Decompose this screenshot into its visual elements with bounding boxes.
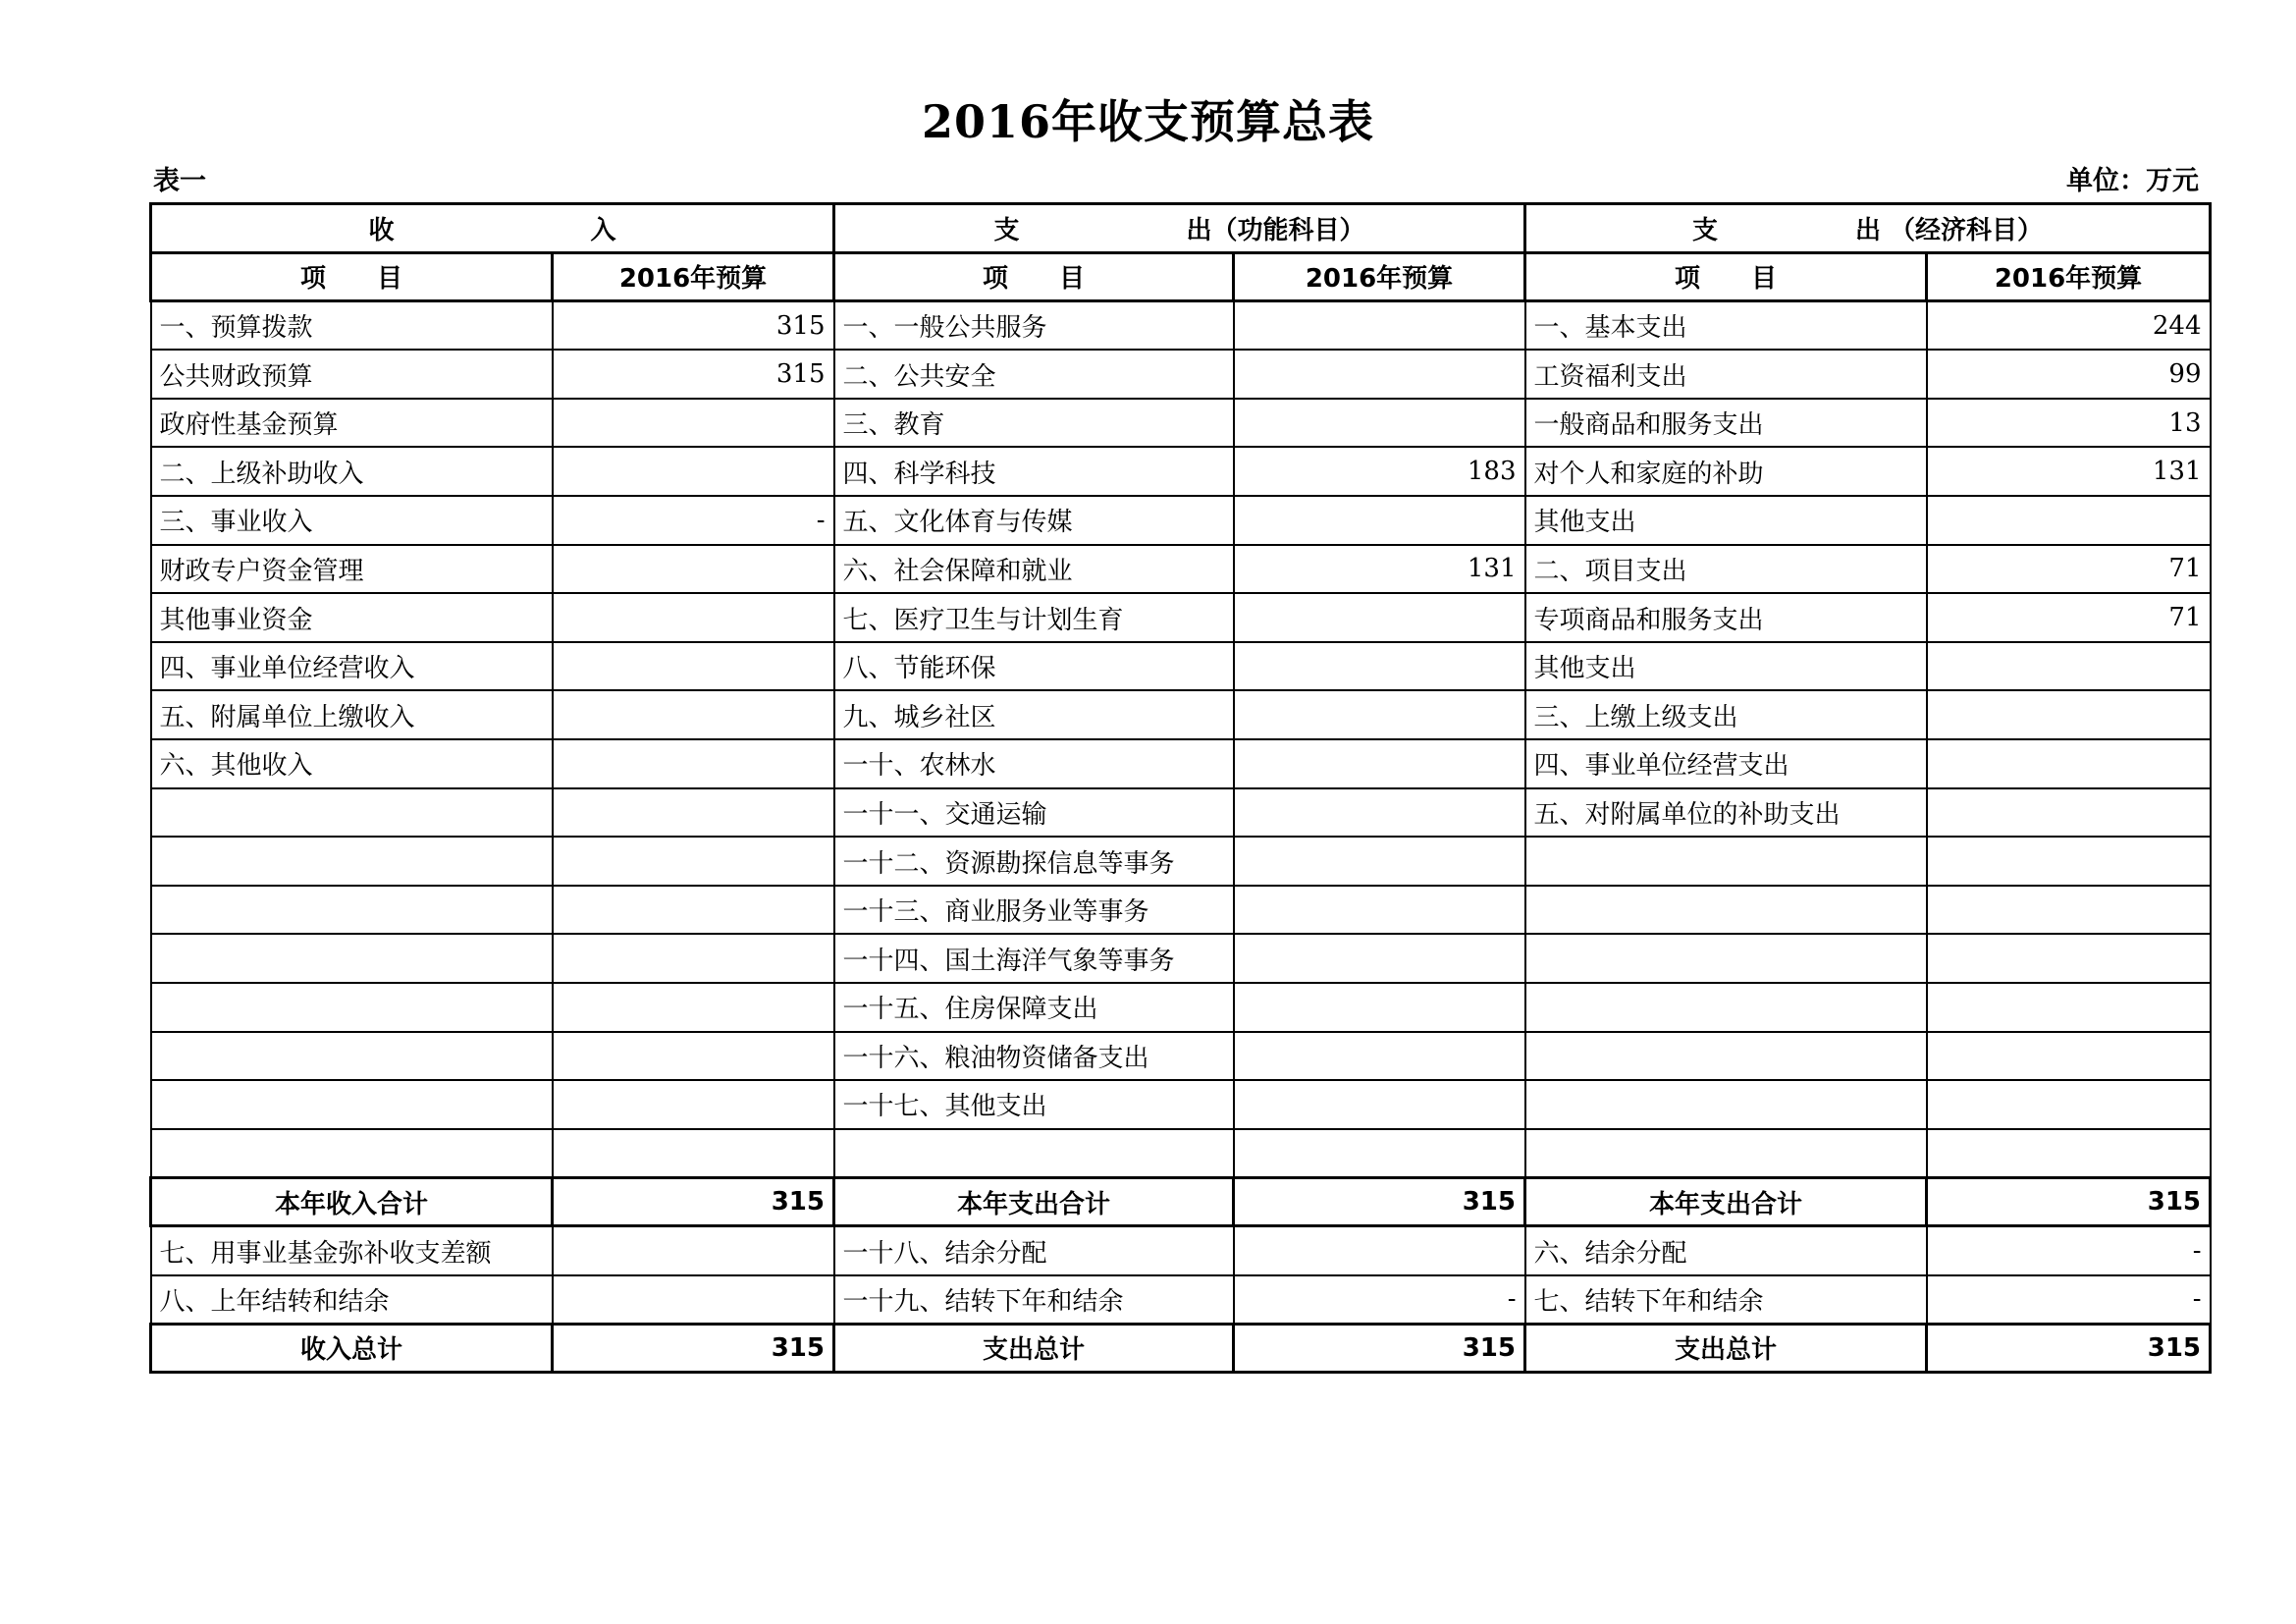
table-row [151,496,2211,545]
func-item-cell: 一、一般公共服务 [834,301,1234,351]
econ-value-cell: - [1927,1226,2211,1275]
func-header-rest: 出（功能科目） [1186,215,1365,245]
unit-label: 单位：万元 [2066,166,2199,196]
func-item-cell: 九、城乡社区 [834,690,1234,739]
econ-value-cell [1927,690,2211,739]
table-row [151,934,2211,983]
income-item-cell: 八、上年结转和结余 [151,1275,553,1325]
econ-item-cell: 四、事业单位经营支出 [1525,739,1927,788]
econ-item-cell: 专项商品和服务支出 [1525,593,1927,642]
income-item-cell: 财政专户资金管理 [151,545,553,594]
func-item-cell: 七、医疗卫生与计划生育 [834,593,1234,642]
econ-item-cell: 五、对附属单位的补助支出 [1525,788,1927,838]
income-value-cell [553,1080,834,1129]
table-row [151,301,2211,351]
table-row [151,350,2211,399]
econ-item-cell: 二、项目支出 [1525,545,1927,594]
econ-value-cell [1927,788,2211,838]
func-item-cell: 一十五、住房保障支出 [834,983,1234,1032]
income-total-value: 315 [553,1177,834,1226]
econ-value-cell: 13 [1927,399,2211,448]
income-item-cell: 二、上级补助收入 [151,447,553,496]
table-row [151,1275,2211,1325]
econ-value-cell: 244 [1927,301,2211,351]
econ-value-cell [1927,1032,2211,1081]
table-row [151,1080,2211,1129]
econ-value-cell [1927,886,2211,935]
econ-value-cell: 71 [1927,545,2211,594]
func-item-cell: 一十九、结转下年和结余 [834,1275,1234,1325]
func-expense-section-header [834,204,1525,253]
income-item-cell: 公共财政预算 [151,350,553,399]
income-value-cell [553,934,834,983]
func-value-cell [1234,496,1525,545]
table-label: 表一 [153,166,206,196]
econ-value-cell [1927,934,2211,983]
table-row [151,788,2211,838]
econ-item-cell [1525,983,1927,1032]
income-header-char1: 收 [368,215,395,245]
table-row [151,1032,2211,1081]
func-item-cell: 一十七、其他支出 [834,1080,1234,1129]
income-total-label: 收入总计 [151,1324,553,1373]
econ-item-cell [1525,1080,1927,1129]
page-title: 2016年收支预算总表 [921,95,1375,148]
table-row [151,593,2211,642]
func-value-cell: 183 [1234,447,1525,496]
econ-value-cell [1927,642,2211,691]
income-value-cell [553,1226,834,1275]
func-value-cell [1234,1032,1525,1081]
econ-item-cell: 一般商品和服务支出 [1525,399,1927,448]
func-item-cell: 一十四、国土海洋气象等事务 [834,934,1234,983]
income-item-cell [151,788,553,838]
econ-item-cell: 其他支出 [1525,642,1927,691]
func-value-cell [1234,983,1525,1032]
func-item-cell: 三、教育 [834,399,1234,448]
econ-item-header: 项 目 [1525,252,1927,301]
income-value-cell [553,642,834,691]
econ-item-cell [1525,1129,1927,1178]
income-item-cell: 七、用事业基金弥补收支差额 [151,1226,553,1275]
econ-total-value: 315 [1927,1177,2211,1226]
econ-total-label: 支出总计 [1525,1324,1927,1373]
func-item-cell: 一十一、交通运输 [834,788,1234,838]
econ-value-cell: 131 [1927,447,2211,496]
income-value-cell [553,545,834,594]
econ-item-cell: 对个人和家庭的补助 [1525,447,1927,496]
econ-budget-header: 2016年预算 [1927,252,2211,301]
econ-header-rest: 出 （经济科目） [1854,215,2044,245]
econ-value-cell [1927,983,2211,1032]
income-item-cell [151,837,553,886]
income-item-cell [151,1080,553,1129]
income-value-cell [553,788,834,838]
income-item-header: 项 目 [151,252,553,301]
func-value-cell [1234,739,1525,788]
func-value-cell [1234,1129,1525,1178]
income-item-cell: 其他事业资金 [151,593,553,642]
income-item-cell: 四、事业单位经营收入 [151,642,553,691]
func-item-cell: 六、社会保障和就业 [834,545,1234,594]
func-value-cell [1234,1226,1525,1275]
column-header-row [151,252,2211,301]
income-value-cell [553,1032,834,1081]
func-value-cell [1234,1080,1525,1129]
income-value-cell [553,983,834,1032]
income-item-cell [151,886,553,935]
func-item-cell: 二、公共安全 [834,350,1234,399]
econ-item-cell: 工资福利支出 [1525,350,1927,399]
table-row [151,739,2211,788]
func-total-label: 本年支出合计 [834,1177,1234,1226]
econ-item-cell [1525,886,1927,935]
table-row [151,837,2211,886]
econ-item-cell: 一、基本支出 [1525,301,1927,351]
func-header-char1: 支 [993,215,1020,245]
income-value-cell [553,1129,834,1178]
econ-header-char1: 支 [1691,215,1718,245]
econ-value-cell [1927,739,2211,788]
func-value-cell [1234,690,1525,739]
econ-item-cell: 其他支出 [1525,496,1927,545]
func-item-cell [834,1129,1234,1178]
func-value-cell [1234,301,1525,351]
func-value-cell [1234,837,1525,886]
func-item-cell: 一十、农林水 [834,739,1234,788]
econ-value-cell: - [1927,1275,2211,1325]
income-item-cell: 政府性基金预算 [151,399,553,448]
econ-value-cell [1927,1129,2211,1178]
income-item-cell [151,934,553,983]
income-item-cell: 六、其他收入 [151,739,553,788]
func-item-cell: 一十六、粮油物资储备支出 [834,1032,1234,1081]
func-value-cell [1234,886,1525,935]
table-row [151,447,2211,496]
income-item-cell: 一、预算拨款 [151,301,553,351]
income-value-cell [553,399,834,448]
func-total-value: 315 [1234,1177,1525,1226]
income-item-cell: 三、事业收入 [151,496,553,545]
func-value-cell: 131 [1234,545,1525,594]
income-item-cell [151,1032,553,1081]
income-value-cell: - [553,496,834,545]
table-row [151,690,2211,739]
income-header-char2: 入 [590,215,616,245]
econ-value-cell [1927,1080,2211,1129]
func-value-cell: - [1234,1275,1525,1325]
income-item-cell [151,1129,553,1178]
table-row [151,399,2211,448]
income-value-cell: 315 [553,301,834,351]
func-item-cell: 五、文化体育与传媒 [834,496,1234,545]
func-value-cell [1234,593,1525,642]
econ-value-cell: 71 [1927,593,2211,642]
func-value-cell [1234,399,1525,448]
econ-item-cell [1525,934,1927,983]
table-row [151,1129,2211,1178]
income-item-cell [151,983,553,1032]
econ-value-cell [1927,496,2211,545]
func-total-value: 315 [1234,1324,1525,1373]
income-value-cell [553,593,834,642]
table-row [151,1226,2211,1275]
econ-value-cell [1927,837,2211,886]
econ-item-cell [1525,1032,1927,1081]
func-value-cell [1234,934,1525,983]
func-value-cell [1234,350,1525,399]
table-row [151,642,2211,691]
table-row [151,886,2211,935]
grand-total-row [151,1324,2211,1373]
func-item-cell: 八、节能环保 [834,642,1234,691]
income-value-cell [553,447,834,496]
econ-total-value: 315 [1927,1324,2211,1373]
func-item-cell: 一十八、结余分配 [834,1226,1234,1275]
econ-expense-section-header [1525,204,2211,253]
func-total-label: 支出总计 [834,1324,1234,1373]
econ-item-cell [1525,837,1927,886]
income-section-header [151,204,834,253]
func-value-cell [1234,788,1525,838]
income-budget-header: 2016年预算 [553,252,834,301]
func-item-cell: 一十三、商业服务业等事务 [834,886,1234,935]
section-header-row [151,204,2211,253]
econ-item-cell: 七、结转下年和结余 [1525,1275,1927,1325]
econ-item-cell: 六、结余分配 [1525,1226,1927,1275]
income-value-cell [553,1275,834,1325]
func-item-cell: 四、科学科技 [834,447,1234,496]
econ-value-cell: 99 [1927,350,2211,399]
func-value-cell [1234,642,1525,691]
econ-item-cell: 三、上缴上级支出 [1525,690,1927,739]
income-total-label: 本年收入合计 [151,1177,553,1226]
econ-total-label: 本年支出合计 [1525,1177,1927,1226]
income-value-cell: 315 [553,350,834,399]
budget-table [149,202,2212,1374]
func-budget-header: 2016年预算 [1234,252,1525,301]
income-item-cell: 五、附属单位上缴收入 [151,690,553,739]
income-value-cell [553,739,834,788]
func-item-cell: 一十二、资源勘探信息等事务 [834,837,1234,886]
table-row [151,983,2211,1032]
income-value-cell [553,690,834,739]
income-value-cell [553,837,834,886]
table-row [151,545,2211,594]
income-value-cell [553,886,834,935]
func-item-header: 项 目 [834,252,1234,301]
year-total-row [151,1177,2211,1226]
income-total-value: 315 [553,1324,834,1373]
